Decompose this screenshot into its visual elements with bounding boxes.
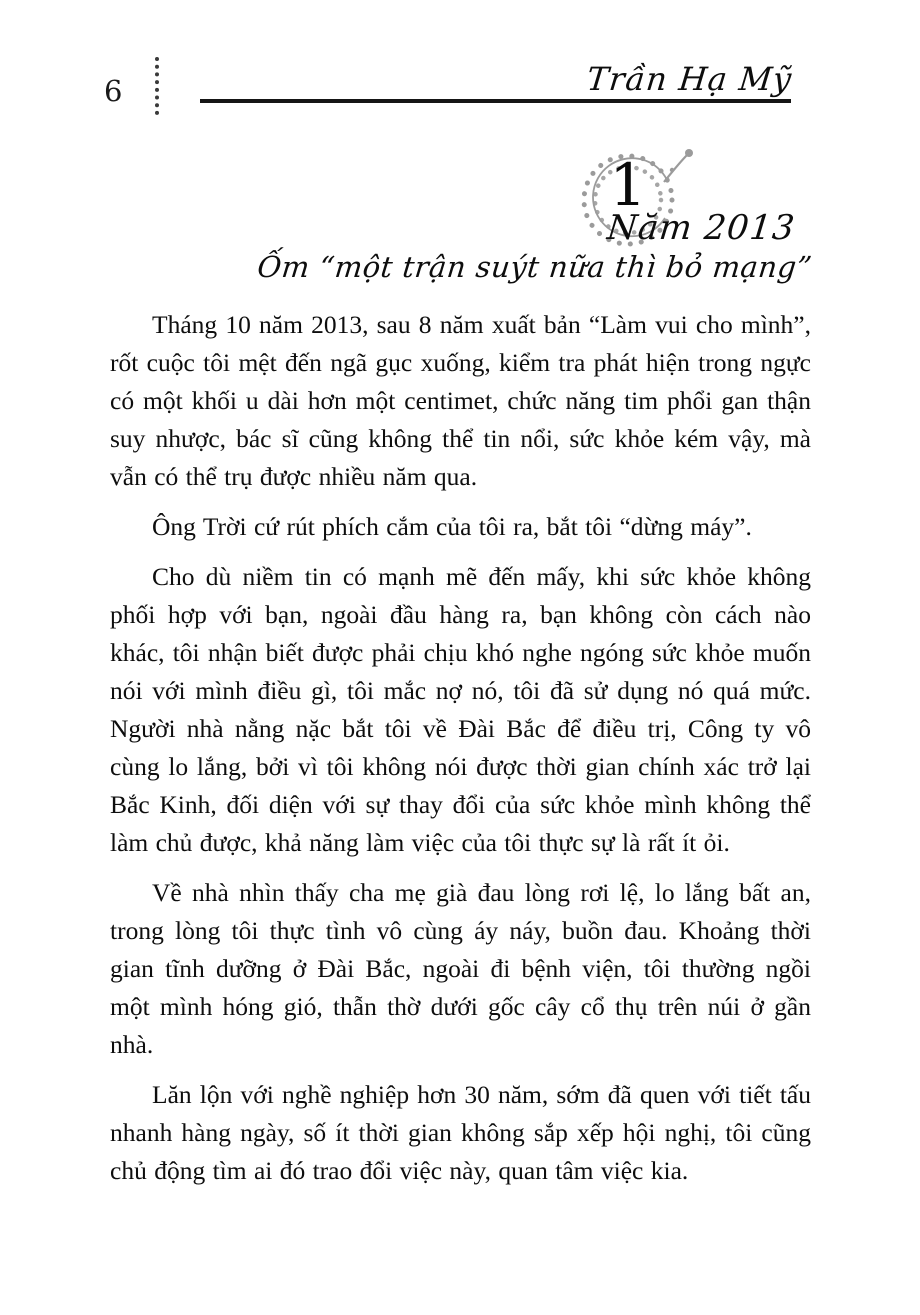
paragraph: Cho dù niềm tin có mạnh mẽ đến mấy, khi sức khỏe không phối hợp với bạn, ngoài đầu hàng ra, bạn không còn cách nào khác, tôi nhận biết được phải chịu khó nghe ngóng sức khỏe muốn nói với mình điều gì, tôi mắc nợ nó, tôi đã sử dụng nó quá mức. Người nhà nằng nặc bắt tôi về Đài Bắc để điều trị, Công ty vô cùng lo lắng, bởi vì tôi không nói được thời gian chính xác trở lại Bắc Kinh, đối diện với sự thay đổi của sức khỏe mình không thể làm chủ được, khả năng làm việc của tôi thực sự là rất ít ỏi. [110,562,811,857]
running-head-author: Trần Hạ Mỹ [584,60,794,98]
paragraph: Ông Trời cứ rút phích cắm của tôi ra, bắt tôi “dừng máy”. [152,512,752,541]
chapter-number: 1 [609,151,647,219]
body-text [110,306,811,1202]
header-horizontal-rule [200,99,791,103]
chapter-title: Năm 2013 [605,208,798,248]
paragraph: Lăn lộn với nghề nghiệp hơn 30 năm, sớm đã quen với tiết tấu nhanh hàng ngày, số ít thời gian không sắp xếp hội nghị, tôi cũng chủ động tìm ai đó trao đổi việc này, quan tâm việc kia. [110,1080,811,1185]
paragraph: Về nhà nhìn thấy cha mẹ già đau lòng rơi lệ, lo lắng bất an, trong lòng tôi thực tình vô cùng áy náy, buồn đau. Khoảng thời gian tĩnh dưỡng ở Đài Bắc, ngoài đi bệnh viện, tôi thường ngồi một mình hóng gió, thẫn thờ dưới gốc cây cổ thụ trên núi ở gần nhà. [110,878,811,1059]
header-vertical-dotted-divider [155,57,159,115]
paragraph: Tháng 10 năm 2013, sau 8 năm xuất bản “Làm vui cho mình”, rốt cuộc tôi mệt đến ngã gục xuống, kiểm tra phát hiện trong ngực có một khối u dài hơn một centimet, chức năng tim phổi gan thận suy nhược, bác sĩ cũng không thể tin nổi, sức khỏe kém vậy, mà vẫn có thể trụ được nhiều năm qua. [110,310,811,491]
chapter-subtitle: Ốm “một trận suýt nữa thì bỏ mạng” [255,250,814,284]
page-number: 6 [104,74,123,108]
